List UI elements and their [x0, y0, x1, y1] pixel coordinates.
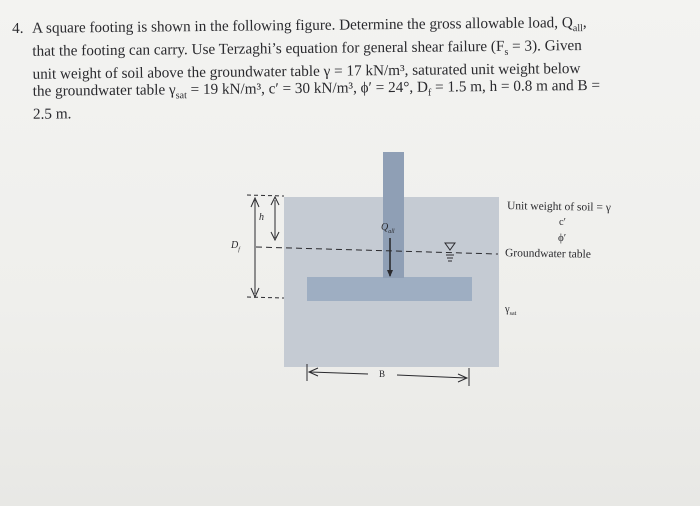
ground-surface-tick: [247, 195, 284, 196]
label-unit-weight: Unit weight of soil = γ: [506, 200, 611, 214]
problem-line-2: that the footing can carry. Use Terzaghi’s equation for general shear failure $(F_s = 3)$. Given: [32, 37, 582, 60]
problem-line-4: the groundwater table $\gamma_{sat} = 19$ kN/m³, c′ = 30 kN/m³, ϕ′ = 24°, $D_f = 1.5$ m, h = 0.8 m and B =: [32, 76, 601, 102]
label-b: B: [379, 369, 386, 379]
label-phi-prime: ϕ′: [558, 232, 567, 244]
b-dimension-left: [310, 372, 368, 374]
problem-line-1: A square footing is shown in the following figure. Determine the gross allowable load, $Q_{all}$,: [31, 13, 587, 37]
footing-column: [383, 152, 404, 278]
footing-base-tick: [247, 297, 284, 298]
label-groundwater-table: Groundwater table: [504, 247, 592, 261]
problem-line-3: unit weight of soil above the groundwater table γ = 17 kN/m³, saturated unit weight below: [32, 60, 581, 83]
problem-number: 4.: [12, 19, 24, 37]
label-h: h: [259, 212, 264, 223]
label-c-prime: c′: [559, 217, 566, 228]
label-df: $D_f$: [231, 240, 240, 253]
label-gamma-sat: $\gamma_{sat}$: [505, 304, 517, 318]
problem-line-5: 2.5 m.: [32, 105, 72, 123]
footing-slab: [307, 277, 472, 301]
b-dimension-right: [397, 375, 466, 378]
label-q-all: $Q_{all}$: [381, 222, 395, 235]
